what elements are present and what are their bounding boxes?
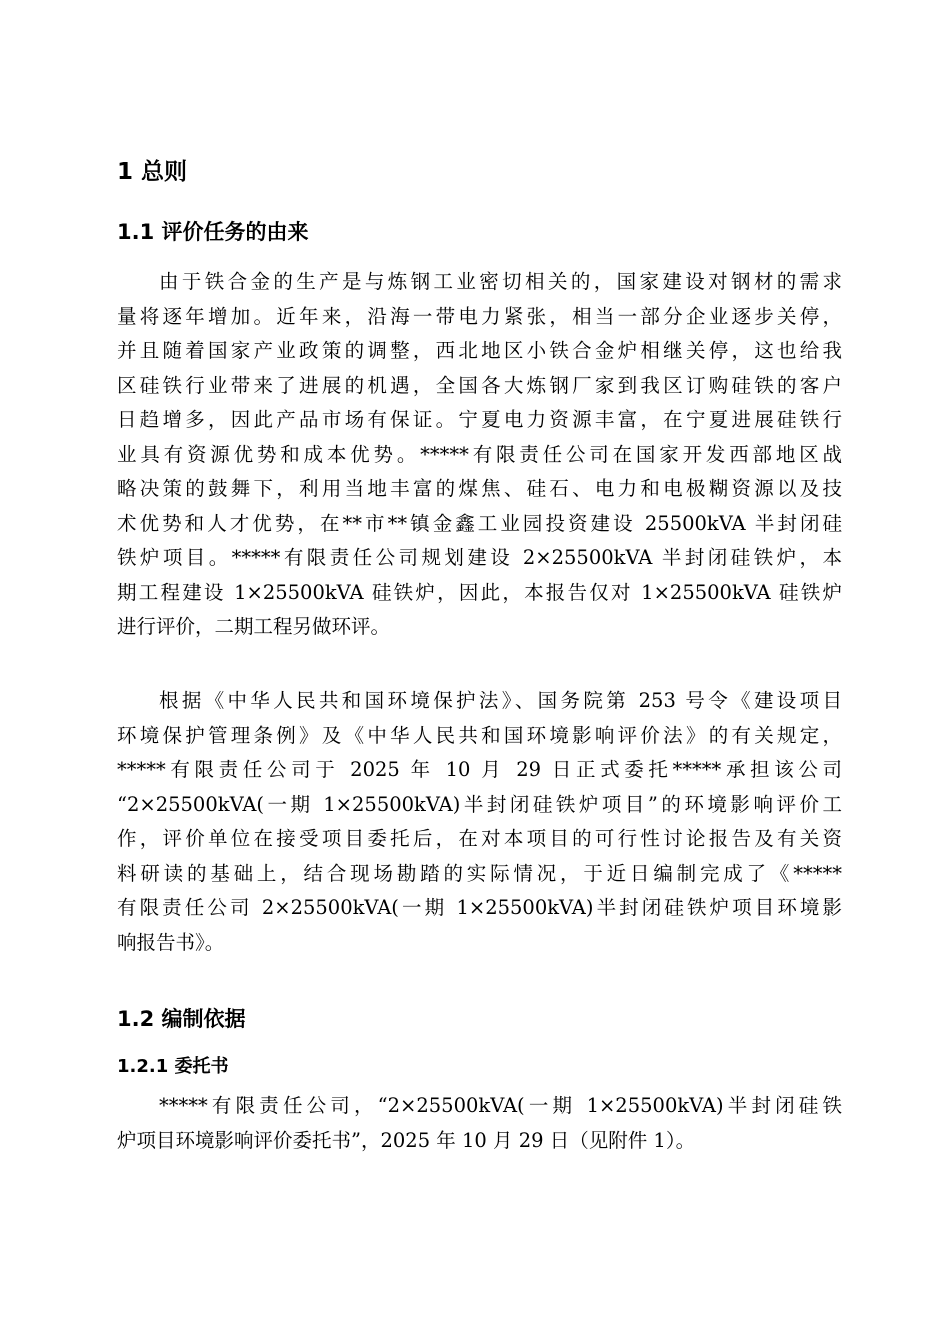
section-1-1-heading: 1.1 评价任务的由来 [117, 220, 309, 244]
paragraph-line: 料研读的基础上，结合现场勘踏的实际情况，于近日编制完成了《***** [117, 861, 842, 885]
section-1-2-1-heading: 1.2.1 委托书 [117, 1056, 229, 1077]
paragraph-line: 进行评价，二期工程另做环评。 [117, 615, 391, 638]
paragraph-line: 期工程建设 1×25500kVA 硅铁炉，因此，本报告仅对 1×25500kVA 硅铁炉 [117, 580, 842, 604]
section-1-1-paragraph-2 [117, 684, 842, 960]
paragraph-line: “2×25500kVA(一期 1×25500kVA)半封闭硅铁炉项目”的环境影响评价工 [117, 792, 842, 816]
paragraph-line: *****有限责任公司于 2025 年 10 月 29 日正式委托*****承担该公司 [117, 758, 842, 781]
section-1-1-paragraph-1 [117, 265, 842, 645]
paragraph-line: 并且随着国家产业政策的调整，西北地区小铁合金炉相继关停，这也给我 [117, 339, 842, 362]
chapter-title: 1 总则 [117, 159, 188, 185]
paragraph-line: 响报告书》。 [117, 930, 225, 954]
section-1-2-1-paragraph [117, 1089, 842, 1158]
paragraph-line: 业具有资源优势和成本优势。*****有限责任公司在国家开发西部地区战 [117, 442, 842, 466]
paragraph-line: 区硅铁行业带来了进展的机遇，全国各大炼钢厂家到我区订购硅铁的客户 [117, 373, 842, 397]
paragraph-line: *****有限责任公司，“2×25500kVA(一期 1×25500kVA)半封闭硅铁 [159, 1094, 842, 1117]
paragraph-line: 作，评价单位在接受项目委托后，在对本项目的可行性讨论报告及有关资 [117, 827, 842, 850]
paragraph-line: 由于铁合金的生产是与炼钢工业密切相关的，国家建设对钢材的需求 [159, 270, 842, 293]
paragraph-line: 术优势和人才优势，在**市**镇金鑫工业园投资建设 25500kVA 半封闭硅 [117, 511, 842, 535]
paragraph-line: 环境保护管理条例》及《中华人民共和国环境影响评价法》的有关规定， [117, 723, 842, 747]
paragraph-line: 量将逐年增加。近年来，沿海一带电力紧张，相当一部分企业逐步关停， [117, 304, 842, 328]
section-1-2-heading: 1.2 编制依据 [117, 1007, 246, 1031]
paragraph-line: 有限责任公司 2×25500kVA(一期 1×25500kVA)半封闭硅铁炉项目环境影 [117, 896, 842, 919]
paragraph-line: 日趋增多，因此产品市场有保证。宁夏电力资源丰富，在宁夏进展硅铁行 [117, 408, 842, 431]
paragraph-line: 炉项目环境影响评价委托书”，2025 年 10 月 29 日（见附件 1）。 [117, 1128, 696, 1152]
paragraph-line: 根据《中华人民共和国环境保护法》、国务院第 253 号令《建设项目 [159, 689, 842, 712]
paragraph-line: 略决策的鼓舞下，利用当地丰富的煤焦、硅石、电力和电极糊资源以及技 [117, 477, 842, 500]
paragraph-line: 铁炉项目。*****有限责任公司规划建设 2×25500kVA 半封闭硅铁炉，本 [117, 546, 842, 569]
